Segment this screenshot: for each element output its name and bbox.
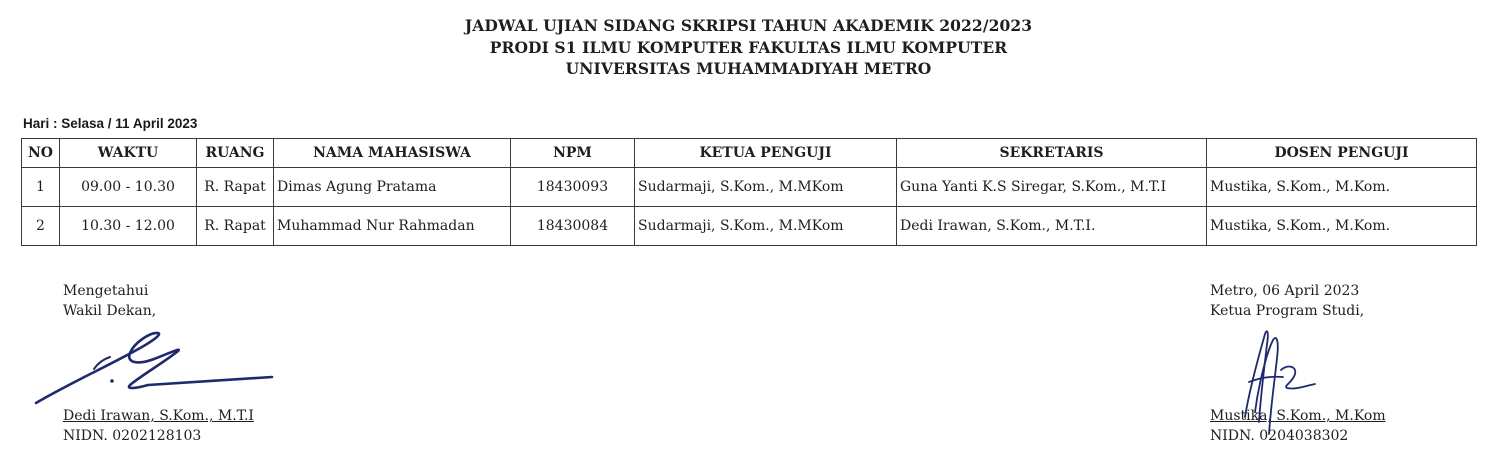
column-header-sekretaris: SEKRETARIS [897,139,1207,168]
cell-npm: 18430093 [511,168,635,207]
cell-dosen-penguji: Mustika, S.Kom., M.Kom. [1207,207,1477,246]
handwritten-signature-left [30,325,280,410]
column-header-dosen-penguji: DOSEN PENGUJI [1207,139,1477,168]
exam-day-label: Hari : Selasa / 11 April 2023 [23,116,198,131]
cell-nama-mahasiswa: Dimas Agung Pratama [274,168,511,207]
header-university-line: UNIVERSITAS MUHAMMADIYAH METRO [565,59,932,78]
signing-place-date: Metro, 06 April 2023 [1210,283,1360,299]
column-header-ruang: RUANG [197,139,274,168]
document-header [0,15,1497,80]
signer-position-right: Ketua Program Studi, [1210,302,1365,319]
cell-npm: 18430084 [511,207,635,246]
column-header-npm: NPM [511,139,635,168]
table-row [22,168,1477,207]
signer-name-right: Mustika, S.Kom., M.Kom [1210,408,1386,424]
cell-sekretaris: Guna Yanti K.S Siregar, S.Kom., M.T.I [897,168,1207,207]
signer-nidn-right: NIDN. 0204038302 [1210,427,1349,444]
cell-dosen-penguji: Mustika, S.Kom., M.Kom. [1207,168,1477,207]
cell-no: 2 [22,207,60,246]
header-title-line: JADWAL UJIAN SIDANG SKRIPSI TAHUN AKADEMIK 2022/2023 [464,16,1033,35]
signer-nidn-left: NIDN. 0202128103 [63,427,202,444]
cell-no: 1 [22,168,60,207]
handwritten-signature-right [1225,322,1335,442]
signer-name-left: Dedi Irawan, S.Kom., M.T.I [63,408,254,424]
cell-nama-mahasiswa: Muhammad Nur Rahmadan [274,207,511,246]
signer-position-left: Wakil Dekan, [63,302,157,319]
cell-ketua-penguji: Sudarmaji, S.Kom., M.MKom [635,207,897,246]
column-header-no: NO [22,139,60,168]
cell-ketua-penguji: Sudarmaji, S.Kom., M.MKom [635,168,897,207]
cell-ruang: R. Rapat [197,168,274,207]
column-header-nama-mahasiswa: NAMA MAHASISWA [274,139,511,168]
cell-waktu: 10.30 - 12.00 [60,207,197,246]
cell-ruang: R. Rapat [197,207,274,246]
table-row [22,207,1477,246]
column-header-waktu: WAKTU [60,139,197,168]
exam-schedule-table [21,138,1477,246]
table-header-row [22,139,1477,168]
acknowledgement-label: Mengetahui [63,283,149,299]
cell-sekretaris: Dedi Irawan, S.Kom., M.T.I. [897,207,1207,246]
header-program-line: PRODI S1 ILMU KOMPUTER FAKULTAS ILMU KOMPUTER [489,37,1008,57]
column-header-ketua-penguji: KETUA PENGUJI [635,139,897,168]
cell-waktu: 09.00 - 10.30 [60,168,197,207]
